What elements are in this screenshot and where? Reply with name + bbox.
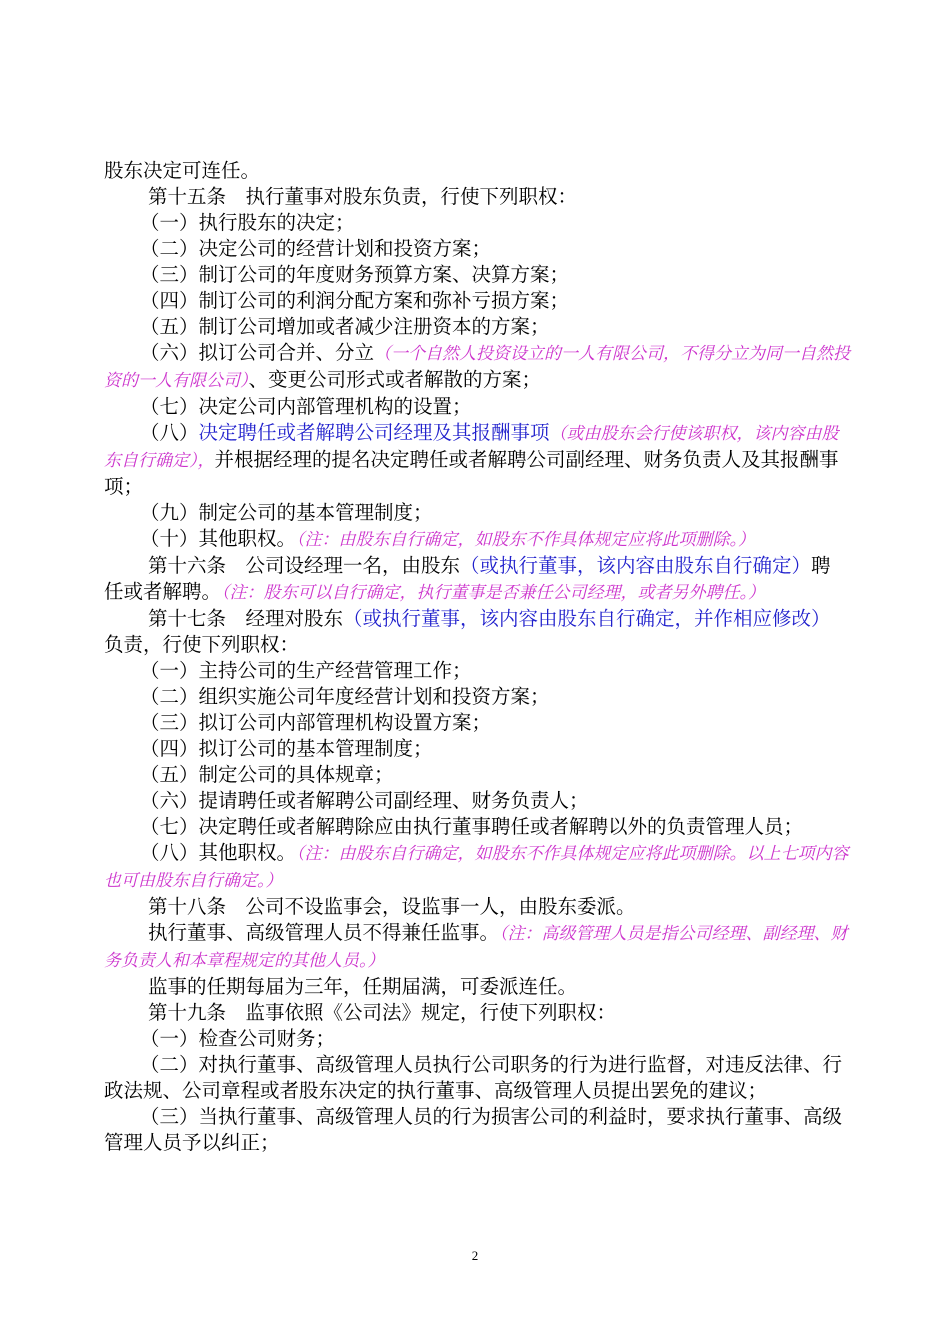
text-line: 监事的任期每届为三年，任期届满，可委派连任。 <box>148 975 578 998</box>
optional-clause: （或执行董事，该内容由股东自行确定） <box>460 554 812 577</box>
list-item <box>104 710 850 736</box>
text-line: （二）对执行董事、高级管理人员执行公司职务的行为进行监督，对违反法律、行政法规、公司章程或者股东决定的执行董事、高级管理人员提出罢免的建议； <box>104 1053 843 1102</box>
article-15 <box>104 184 850 210</box>
list-item <box>104 736 850 762</box>
text-line: （十）其他职权。 <box>140 527 297 550</box>
text-line: （一）执行股东的决定； <box>140 211 355 234</box>
list-item <box>104 314 850 340</box>
list-item <box>104 1026 850 1052</box>
list-item <box>104 1104 850 1156</box>
note-text: （注：高级管理人员是指公司经理、副经理、财务负责人和本章程规定的其他人员。） <box>104 924 848 971</box>
list-item <box>104 340 850 394</box>
text-line: 第十九条 监事依照《公司法》规定，行使下列职权： <box>148 1001 617 1024</box>
list-item <box>104 526 850 553</box>
text-line: （一）检查公司财务； <box>140 1027 336 1050</box>
text-line: （三）制订公司的年度财务预算方案、决算方案； <box>140 263 570 286</box>
note-text: （注：由股东自行确定，如股东不作具体规定应将此项删除。以上七项内容也可由股东自行确定。） <box>104 844 849 891</box>
page-number: 2 <box>471 1248 479 1263</box>
list-item <box>104 210 850 236</box>
list-item <box>104 840 850 894</box>
list-item <box>104 788 850 814</box>
text-line: （四）制订公司的利润分配方案和弥补亏损方案； <box>140 289 570 312</box>
list-item <box>104 262 850 288</box>
text-line: （八）其他职权。 <box>140 841 297 864</box>
optional-clause: 决定聘任或者解聘公司经理及其报酬事项 <box>198 421 550 444</box>
text-line: 并根据经理的提名决定聘任或者解聘公司副经理、财务负责人及其报酬事项； <box>104 448 839 498</box>
document-body <box>104 158 850 1156</box>
text-line: 聘任或者解聘。 <box>104 554 831 603</box>
text-line: （三）拟订公司内部管理机构设置方案； <box>140 711 492 734</box>
text-line: （七）决定聘任或者解聘除应由执行董事聘任或者解聘以外的负责管理人员； <box>140 815 804 838</box>
paragraph <box>104 920 850 974</box>
text-line: （五）制定公司的具体规章； <box>140 763 394 786</box>
text-line: 第十五条 执行董事对股东负责，行使下列职权： <box>148 185 578 208</box>
text-line: （二）组织实施公司年度经营计划和投资方案； <box>140 685 550 708</box>
article-18 <box>104 894 850 920</box>
list-item <box>104 500 850 526</box>
text-line: （六）拟订公司合并、分立 <box>140 341 375 364</box>
list-item <box>104 762 850 788</box>
text-line: 第十八条 公司不设监事会，设监事一人，由股东委派。 <box>148 895 636 918</box>
text-line: （六）提请聘任或者解聘公司副经理、财务负责人； <box>140 789 589 812</box>
text-line: （三）当执行董事、高级管理人员的行为损害公司的利益时，要求执行董事、高级管理人员予以纠正； <box>104 1105 843 1154</box>
list-item <box>104 658 850 684</box>
list-item <box>104 420 850 500</box>
note-text: （注：股东可以自行确定，执行董事是否兼任公司经理，或者另外聘任。） <box>221 583 766 603</box>
text-line: （二）决定公司的经营计划和投资方案； <box>140 237 492 260</box>
text-line: 股东决定可连任。 <box>104 159 261 182</box>
paragraph <box>104 158 850 184</box>
text-line: 第十六条 公司设经理一名，由股东 <box>148 554 461 577</box>
list-item <box>104 236 850 262</box>
article-17 <box>104 606 850 658</box>
note-text: （注：由股东自行确定，如股东不作具体规定应将此项删除。） <box>296 530 756 550</box>
text-line: （八） <box>140 421 199 444</box>
text-line: 负责，行使下列职权： <box>104 633 300 656</box>
paragraph <box>104 974 850 1000</box>
optional-clause: （或执行董事，该内容由股东自行确定，并作相应修改） <box>343 607 831 630</box>
text-line: 第十七条 经理对股东 <box>148 607 344 630</box>
list-item <box>104 684 850 710</box>
note-text: （或由股东会行使该职权，该内容由股东自行确定）， <box>104 424 839 471</box>
text-line: （七）决定公司内部管理机构的设置； <box>140 395 472 418</box>
list-item <box>104 814 850 840</box>
text-line: （一）主持公司的生产经营管理工作； <box>140 659 472 682</box>
list-item <box>104 288 850 314</box>
list-item <box>104 1052 850 1104</box>
text-line: （五）制订公司增加或者减少注册资本的方案； <box>140 315 550 338</box>
article-19 <box>104 1000 850 1026</box>
text-line: （四）拟订公司的基本管理制度； <box>140 737 433 760</box>
list-item <box>104 394 850 420</box>
text-line: 执行董事、高级管理人员不得兼任监事。 <box>148 921 500 944</box>
article-16 <box>104 553 850 606</box>
text-line: 、变更公司形式或者解散的方案； <box>248 368 542 391</box>
note-text: （一个自然人投资设立的一人有限公司，不得分立为同一自然投资的一人有限公司） <box>104 344 851 391</box>
text-line: （九）制定公司的基本管理制度； <box>140 501 433 524</box>
